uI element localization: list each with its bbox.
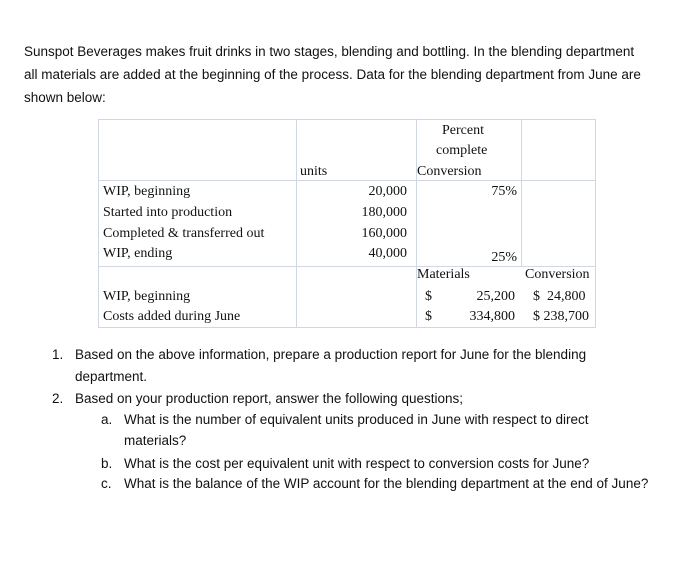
cost-row-label: WIP, beginning <box>103 289 191 304</box>
intro-line-2: all materials are added at the beginning of the process. Data for the blending department from June are <box>24 67 641 82</box>
row-units: 20,000 <box>368 184 407 199</box>
header-conversion: Conversion <box>417 164 482 179</box>
header-materials: Materials <box>417 267 470 282</box>
row-label: Completed & transferred out <box>103 226 265 241</box>
row-units: 180,000 <box>361 205 407 220</box>
row-label: WIP, ending <box>103 246 173 261</box>
question-c-text: What is the balance of the WIP account for the blending department at the end of June? <box>124 476 649 491</box>
row-label: Started into production <box>103 205 233 220</box>
header-conversion-cost: Conversion <box>525 267 590 282</box>
question-a-line-2: materials? <box>124 433 187 448</box>
dollar-sign: $ <box>425 309 432 324</box>
question-1-line-1: Based on the above information, prepare a production report for June for the blending <box>75 347 587 362</box>
question-2-text: Based on your production report, answer the following questions; <box>75 391 463 406</box>
intro-line-3: shown below: <box>24 90 106 105</box>
column-divider <box>416 120 417 327</box>
header-percent: Percent <box>442 123 484 138</box>
question-2-number: 2. <box>52 391 64 406</box>
row-divider <box>99 266 595 267</box>
column-divider <box>521 120 522 266</box>
header-complete: complete <box>436 143 488 158</box>
row-conversion-pct: 25% <box>491 250 517 265</box>
question-b-letter: b. <box>101 456 113 471</box>
question-1-number: 1. <box>52 347 64 362</box>
intro-line-1: Sunspot Beverages makes fruit drinks in two stages, blending and bottling. In the blending department <box>24 44 635 59</box>
intro-paragraph <box>24 40 684 109</box>
question-a-line-1: What is the number of equivalent units produced in June with respect to direct <box>124 412 589 427</box>
question-1-line-2: department. <box>75 369 148 384</box>
header-units: units <box>300 164 328 179</box>
cost-materials: 334,800 <box>469 309 515 324</box>
dollar-sign: $ <box>425 289 432 304</box>
data-table <box>98 119 596 328</box>
row-units: 40,000 <box>368 246 407 261</box>
cost-conversion: $ 24,800 <box>533 289 586 304</box>
question-c-letter: c. <box>101 476 112 491</box>
question-b-text: What is the cost per equivalent unit with respect to conversion costs for June? <box>124 456 590 471</box>
row-divider <box>99 180 595 181</box>
column-divider <box>296 120 297 327</box>
row-units: 160,000 <box>361 226 407 241</box>
question-a-letter: a. <box>101 412 113 427</box>
row-conversion-pct: 75% <box>491 184 517 199</box>
cost-materials: 25,200 <box>476 289 515 304</box>
row-label: WIP, beginning <box>103 184 191 199</box>
cost-row-label: Costs added during June <box>103 309 241 324</box>
cost-conversion: $ 238,700 <box>533 309 589 324</box>
